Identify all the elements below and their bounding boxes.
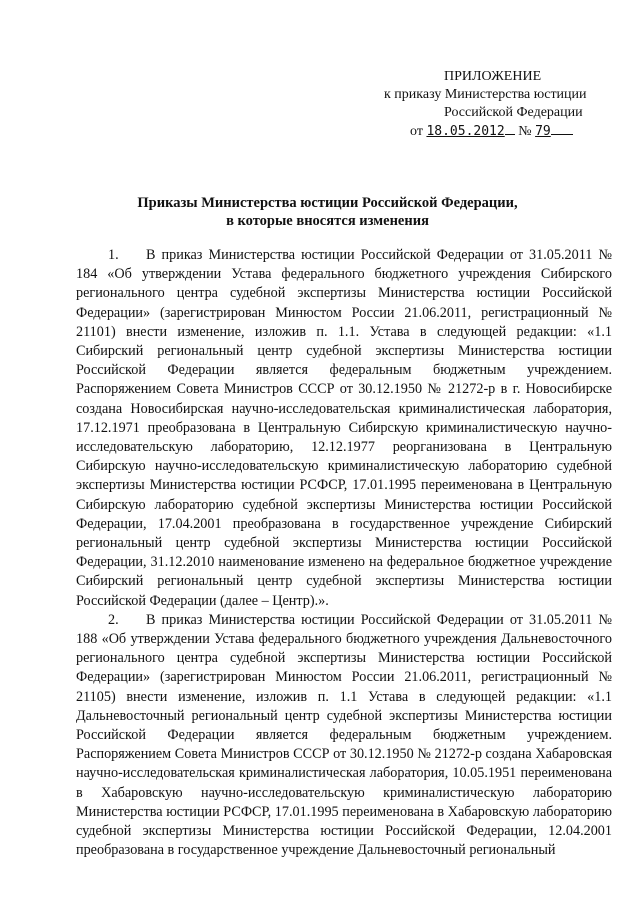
order-number: 79 [535, 124, 551, 139]
document-heading [60, 194, 595, 230]
attachment-title: ПРИЛОЖЕНИЕ [444, 69, 542, 84]
item-text: В приказ Министерства юстиции Российской Федерации от 31.05.2011 № 184 «Об утверждении Устава федерального бюджетного учреждения Сибирского регионального центра судебной экспертизы Министерства юстиции Российской Федерации» (зарегистрирован Минюстом России 21.06.2011, регистрационный № 21101) внести изменение, изложив п. 1.1. Устава в следующей редакции: «1.1 Сибирский региональный центр судебной экспертизы Министерства юстиции Российской Федерации является федеральным бюджетным учреждением. Распоряжением Совета Министров СССР от 30.12.1950 № 21272-р в г. Новосибирске создана Новосибирская научно-исследовательская криминалистическая лаборатория, 17.12.1971 преобразована в Центральную Сибирскую криминалистическую научно-исследовательскую лабораторию, 12.12.1977 реорганизована в Центральную Сибирскую научно-исследовательскую криминалистическую лабораторию судебной экспертизы Министерства юстиции РСФСР, 17.01.1995 переименована в Центральную Сибирскую лабораторию судебной экспертизы Министерства юстиции Российской Федерации, 17.04.2001 преобразована в государственное учреждение Сибирский региональный центр судебной экспертизы Министерства юстиции Российской Федерации, 31.12.2010 наименование изменено на федеральное бюджетное учреждение Сибирский региональный центр судебной экспертизы Министерства юстиции Российской Федерации (далее – Центр).». [76, 247, 612, 609]
attachment-block [360, 68, 605, 141]
number-underline [551, 122, 573, 135]
heading-line-2: в которые вносятся изменения [226, 213, 429, 229]
item-number: 2. [108, 611, 119, 628]
number-prefix: № [518, 124, 532, 139]
list-item [76, 246, 612, 611]
date-underline [505, 122, 515, 135]
date-prefix: от [410, 124, 423, 139]
document-body [76, 246, 612, 861]
item-number: 1. [108, 247, 119, 263]
order-date: 18.05.2012 [426, 124, 505, 139]
attachment-country-line: Российской Федерации [444, 105, 583, 120]
attachment-date-line [360, 122, 605, 141]
attachment-order-line: к приказу Министерства юстиции [384, 87, 587, 102]
item-text: В приказ Министерства юстиции Российской Федерации от 31.05.2011 № 188 «Об утверждении Устава федерального бюджетного учреждения Дальневосточного регионального центра судебной экспертизы Министерства юстиции Российской Федерации» (зарегистрирован Минюстом России 21.06.2011, регистрационный № 21105) внести изменение, изложив п. 1.1 Устава в следующей редакции: «1.1 Дальневосточный региональный центр судебной экспертизы Министерства юстиции Российской Федерации является федеральным бюджетным учреждением. Распоряжением Совета Министров СССР от 30.12.1950 № 21272-р создана Хабаровская научно-исследовательская криминалистическая лаборатория, 10.05.1951 переименована в Хабаровскую научно-исследовательскую криминалистическую лабораторию Министерства юстиции РСФСР, 17.01.1995 переименована в Хабаровскую лабораторию судебной экспертизы Министерства юстиции Российской Федерации, 12.04.2001 преобразована в государственное учреждение Дальневосточный региональный [76, 611, 612, 859]
list-item [76, 611, 612, 861]
heading-line-1: Приказы Министерства юстиции Российской Федерации, [137, 195, 518, 211]
